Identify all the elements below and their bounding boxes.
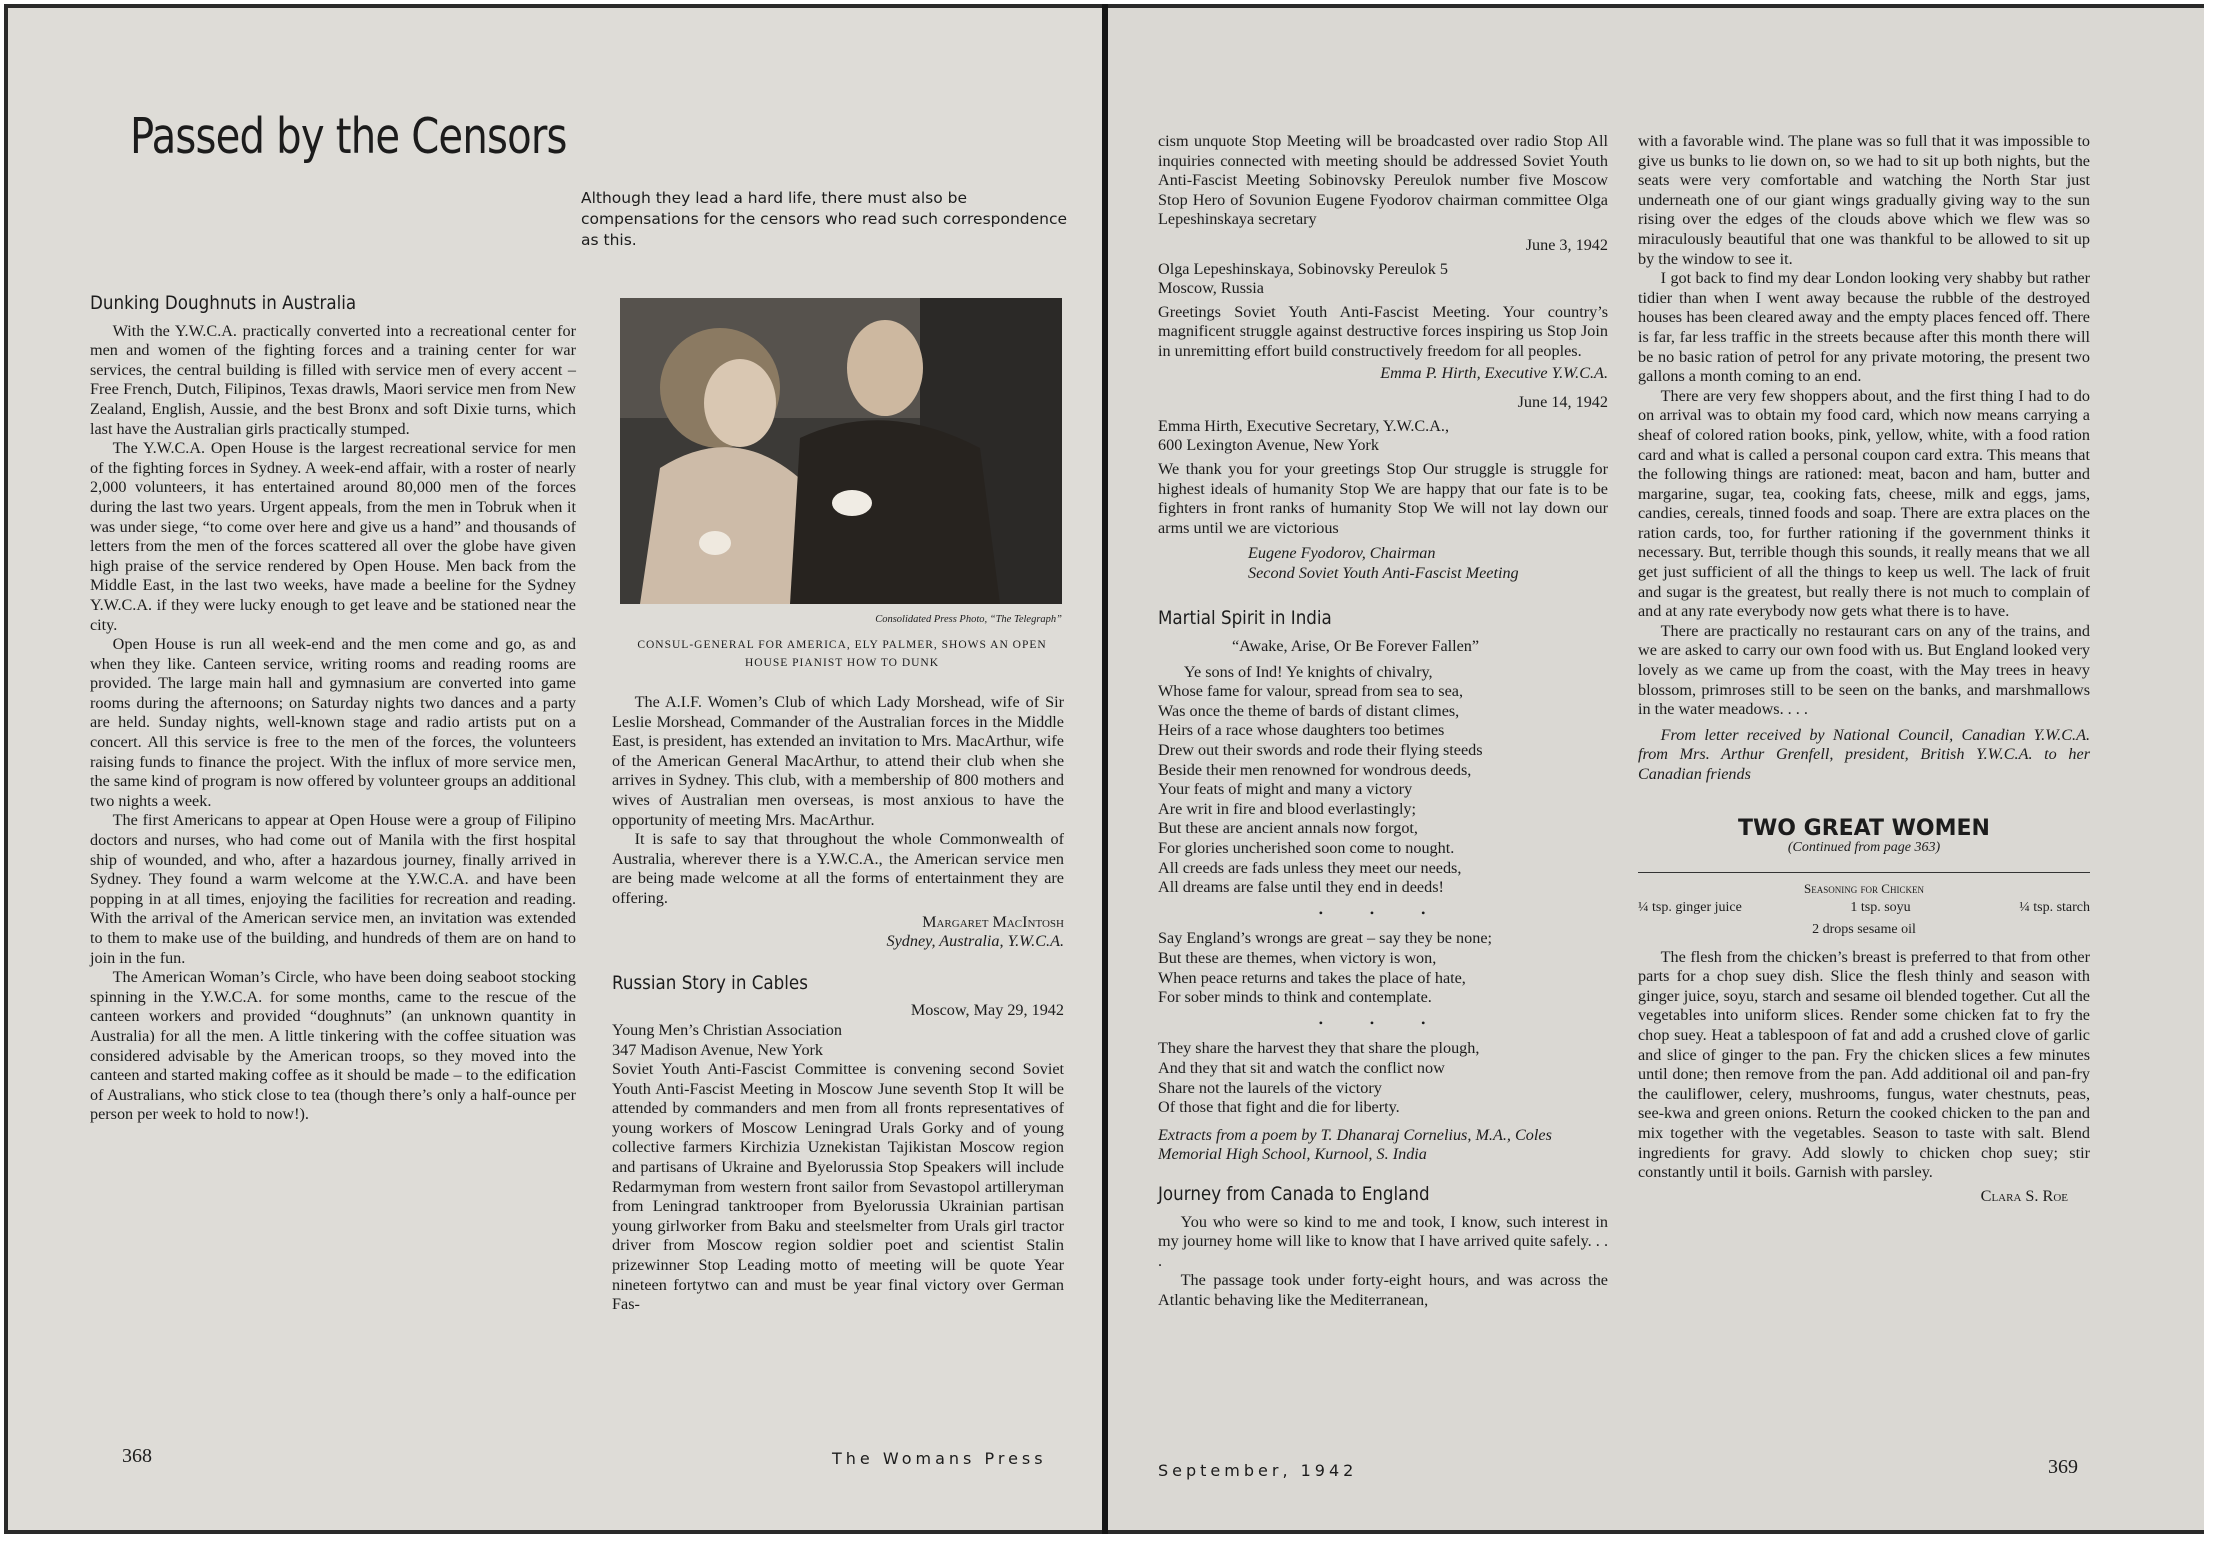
paragraph: Open House is run all week-end and the men come and go, as and when they like. Canteen service, writing rooms and reading rooms are provided. The large main hall and gymnasium are converted into game rooms during the afternoons; on Saturday nights two dances and a party are held. Sunday nights, well-known stage and radio artists put on a concert. All this service is free to the men of the forces, the volunteers raising funds to finance the project. With the influx of more service men, the same kind of program is now offered by volunteer groups an additional two nights a week. [90, 635, 576, 810]
poem-subtitle: “Awake, Arise, Or Be Forever Fallen” [1232, 637, 1480, 656]
ingredient: ¼ tsp. starch [2019, 900, 2090, 916]
heading-two-great-women: TWO GREAT WOMEN [1738, 815, 1990, 841]
letter-credit: From letter received by National Council, Canadian Y.W.C.A. from Mrs. Arthur Grenfell, president, British Y.W.C.A. to her Canadian friends [1638, 725, 2090, 783]
verse-line: Ye sons of Ind! Ye knights of chivalry, [1183, 662, 1433, 681]
address-line: Moscow, Russia [1158, 279, 1264, 298]
recipe-text: The flesh from the chicken’s breast is preferred to that from other parts for a chop suey dish. Slice the flesh thinly and season with ginger juice, soyu, starch and sesame oil blended together. Cut all the vegetables into uniform slices. Render some chicken fat to fry the chop suey. Heat a tablespoon of fat and add a crushed clove of garlic and slice of ginger to the pan. Fry the chicken slices a few minutes until done; then remove from the pan. Add additional oil and pan-fry the cauliflower, celery, mushrooms, fungus, water chestnuts, peas, see-kwa and green onions. Return the cooked chicken to the pan and mix together with the vegetables. Season to taste with salt. Blend ingredients for gravy. Add slowly to chicken chop suey; stir constantly until it boils. Garnish with parsley. [1638, 947, 2090, 1182]
dateline: Moscow, May 29, 1942 [910, 1001, 1064, 1020]
cable-text: Greetings Soviet Youth Anti-Fascist Meeting. Your country’s magnificent struggle against destructive forces inspiring us Stop Join in unremitting effort build constructively freedom for all peoples. [1158, 302, 1608, 360]
verse-line: But these are themes, when victory is won, [1158, 948, 1437, 967]
recipe-title: Seasoning for Chicken [1804, 880, 1924, 896]
heading-journey: Journey from Canada to England [1158, 1182, 1430, 1205]
masthead: The Womans Press [832, 1449, 1047, 1468]
verse-line: Say England’s wrongs are great – say they be none; [1158, 929, 1493, 948]
verse-line: Are writ in fire and blood everlastingly; [1158, 799, 1417, 818]
paragraph: You who were so kind to me and took, I know, such interest in my journey home will like to know that I have arrived quite safely. . . . [1158, 1212, 1608, 1270]
verse-line: And they that sit and watch the conflict now [1158, 1058, 1445, 1077]
verse-line: Beside their men renowned for wondrous deeds, [1158, 760, 1472, 779]
paragraph: I got back to find my dear London looking very shabby but rather tidier than when I went away because the rubble of the destroyed houses has been cleared away and the empty places fenced off. There is far, far less traffic in the streets because after this month there will be no basic ration of petrol for any private motoring, the present two gallons a month coming to an end. [1638, 269, 2090, 386]
heading-russian: Russian Story in Cables [612, 971, 808, 994]
heading-india: Martial Spirit in India [1158, 607, 1332, 630]
ingredient: ¼ tsp. ginger juice [1638, 900, 1742, 916]
date-line: June 14, 1942 [1517, 393, 1608, 412]
signature-name: Margaret MacIntosh [922, 912, 1064, 931]
verse-line: When peace returns and takes the place of hate, [1158, 968, 1466, 987]
ornament: • • • [1318, 905, 1448, 920]
verse-line: Heirs of a race whose daughters too betimes [1158, 721, 1445, 740]
date-line: June 3, 1942 [1525, 235, 1608, 254]
paragraph: There are very few shoppers about, and the first thing I had to do on arrival was to obtain my food card, which now means carrying a sheaf of colored ration books, pink, yellow, white, with a food ration card and what is called a personal coupon card extra. This means that the following things are rationed: meat, bacon and ham, butter and margarine, sugar, tea, cooking fats, cheese, milk and eggs, jams, candies, cereals, tinned foods and soap. There are extra places on the ration cards, too, for further rationing if the government thinks it necessary. But, terrible though this sounds, it really means that we all get just sufficient of all the things to keep us well. The lack of fruit and sugar is the greatest, but really there is not much to complain of and at any rate everybody now gets what there is to have. [1638, 386, 2090, 621]
photo-credit: Consolidated Press Photo, “The Telegraph” [875, 614, 1062, 625]
ornament: • • • [1318, 1015, 1448, 1030]
two-great-women-section [1638, 815, 2090, 1207]
intro-text: Although they lead a hard life, there must also be compensations for the censors who read such correspondence as this. [581, 189, 1068, 249]
signature: Emma P. Hirth, Executive Y.W.C.A. [1380, 363, 1608, 382]
page-number-left: 368 [122, 1445, 152, 1467]
verse-line: Was once the theme of bards of distant climes, [1158, 701, 1460, 720]
address-line: 600 Lexington Avenue, New York [1158, 436, 1379, 455]
verse-line: For sober minds to think and contemplate. [1158, 988, 1432, 1007]
verse-line: All creeds are fads unless they meet our needs, [1158, 858, 1462, 877]
address-line: 347 Madison Avenue, New York [612, 1040, 824, 1059]
verse-line: Of those that fight and die for liberty. [1158, 1098, 1400, 1117]
left-page [8, 8, 1102, 1530]
verse-line: All dreams are false until they end in deeds! [1158, 878, 1444, 897]
poem-stanza-1 [1158, 663, 1608, 898]
address-line: Young Men’s Christian Association [612, 1020, 842, 1039]
divider [1638, 872, 2090, 873]
right-left-column [1158, 132, 1608, 1310]
issue-date: September, 1942 [1158, 1461, 1358, 1480]
ingredient: 2 drops sesame oil [1812, 921, 1916, 937]
poem-credit: Extracts from a poem by T. Dhanaraj Cornelius, M.A., Coles Memorial High School, Kurnool, S. India [1158, 1125, 1552, 1164]
verse-line: But these are ancient annals now forgot, [1158, 819, 1418, 838]
cable-text: We thank you for your greetings Stop Our struggle is struggle for highest ideals of humanity Stop We are happy that our fate is to be fighters in front ranks of humanity Stop We will not lay down our arms until we are victorious [1158, 459, 1608, 537]
verse-line: For glories uncherished soon come to nought. [1158, 839, 1455, 857]
center-column [612, 693, 1064, 1315]
magazine-spread [4, 4, 2204, 1534]
poem-stanza-3 [1158, 1039, 1608, 1117]
photo-dunking [620, 298, 1062, 604]
verse-line: Drew out their swords and rode their flying steeds [1158, 741, 1483, 760]
page-title: Passed by the Censors [130, 108, 567, 165]
verse-line: Share not the laurels of the victory [1158, 1078, 1382, 1097]
paragraph: The Y.W.C.A. Open House is the largest recreational service for men of the fighting forces in Sydney. A week-end affair, with a roster of nearly 2,000 volunteers, it has entertained around 80,000 men of the forces during the last two years. Urgent appeals, from the men in Tobruk when it was under siege, “to come over here and give us a hand” and thousands of letters from the men of the forces scattered all over the globe have given high praise of the service rendered by Open House. Men back from the Middle East, in the last two weeks, have made a beeline for the Sydney Y.W.C.A. if they were lucky enough to get leave and be stationed near the city. [90, 439, 576, 634]
paragraph: The American Woman’s Circle, who have been doing seaboot stocking spinning in the Y.W.C.A. for some months, came to the rescue of the canteen workers and provided “doughnuts” (an unknown quantity in Australia) for all the men. A little tinkering with the coffee situation was considered advisable by the American troops, so they moved into the canteen and started making coffee as it should be made – to the edification of Australians, who stick close to tea (though there’s only a half-ounce per person per week to hold to now!). [90, 968, 576, 1124]
paragraph: With the Y.W.C.A. practically converted into a recreational center for men and women of the fighting forces and a training center for war services, the central building is filled with service men of every accent – Free French, Dutch, Filipinos, Texas drawls, Maori service men from New Zealand, English, Aussie, and the best Bronx and soft Dixie turns, which last have the Australian girls practically stumped. [90, 321, 576, 438]
signature: Clara S. Roe [1980, 1186, 2068, 1205]
photo-image [620, 298, 1062, 604]
verse-line: Whose fame for valour, spread from sea to sea, [1158, 682, 1463, 701]
address-line: Emma Hirth, Executive Secretary, Y.W.C.A., [1158, 416, 1449, 435]
page-number-right: 369 [2048, 1456, 2078, 1478]
right-right-column [1638, 132, 2090, 1206]
paragraph: with a favorable wind. The plane was so full that it was impossible to give us bunks to lie down on, so we had to sit up both nights, but the seats were very comfortable and watching the North Star just underneath one of our giant wings gradually giving way to the sun rising over the edges of the clouds above which we flew was so miraculously beautiful that one was thankful to be allowed to sit up by the window to see it. [1638, 132, 2090, 268]
poem-stanza-2 [1158, 929, 1608, 1007]
ingredient: 1 tsp. soyu [1850, 900, 1911, 916]
signature: Eugene Fyodorov, Chairman [1248, 544, 1436, 563]
paragraph: The passage took under forty-eight hours, and was across the Atlantic behaving like the Mediterranean, [1158, 1271, 1608, 1309]
photo-caption: CONSUL-GENERAL FOR AMERICA, ELY PALMER, SHOWS AN OPEN HOUSE PIANIST HOW TO DUNK [637, 639, 1047, 669]
continued-note: (Continued from page 363) [1787, 840, 1941, 856]
verse-line: Your feats of might and many a victory [1158, 780, 1413, 799]
paragraph: There are practically no restaurant cars on any of the trains, and we are asked to carry our own food with us. But England looked very lovely as we came up from the coast, with the May trees in heavy blossom, primroses still to be seen on the banks, and marshmallows in the water meadows. . . . [1638, 621, 2090, 719]
right-page [1108, 8, 2204, 1530]
signature-place: Sydney, Australia, Y.W.C.A. [886, 932, 1064, 951]
signature: Second Soviet Youth Anti-Fascist Meeting [1248, 563, 1519, 582]
cable-text-cont: cism unquote Stop Meeting will be broadcasted over radio Stop All inquiries connected with meeting should be addressed Soviet Youth Anti-Fascist Meeting Sobinovsky Pereulok number five Moscow Stop Hero of Sovunion Eugene Fyodorov chairman committee Olga Lepeshinskaya secretary [1158, 132, 1608, 229]
left-column [90, 294, 576, 1125]
paragraph: The first Americans to appear at Open House were a group of Filipino doctors and nurses, who had come out of Manila with the first hospital ship of wounded, and who, after a hazardous journey, finally arrived in Sydney. They found a warm welcome at the Y.W.C.A. and have been popping in at all times, enjoying the facilities for recreation and reading. With the arrival of the American service men, an invitation was extended to them to make use of the building, and hundreds of them are on hand to join in the fun. [90, 811, 576, 967]
paragraph: The A.I.F. Women’s Club of which Lady Morshead, wife of Sir Leslie Morshead, Commander of the Australian forces in the Middle East, is president, has extended an invitation to Mrs. MacArthur, wife of the American General MacArthur, to attend their club when she arrives in Sydney. This club, with a membership of 800 mothers and wives of Australian men overseas, is most anxious to have the opportunity of meeting Mrs. MacArthur. [612, 693, 1064, 829]
paragraph: It is safe to say that throughout the whole Commonwealth of Australia, wherever there is a Y.W.C.A., the American service men are being made welcome at all the forms of entertainment they are offering. [612, 830, 1064, 907]
address-line: Olga Lepeshinskaya, Sobinovsky Pereulok 5 [1158, 259, 1448, 278]
verse-line: They share the harvest they that share the plough, [1158, 1039, 1480, 1058]
heading-dunking: Dunking Doughnuts in Australia [90, 292, 357, 314]
ingredients-row [1638, 898, 2090, 918]
cable-text: Soviet Youth Anti-Fascist Committee is convening second Soviet Youth Anti-Fascist Meeting in Moscow June seventh Stop It will be attended by commanders and men from all fronts representatives of young workers of Moscow Leningrad Urals Gorky and of young collective farmers Kirchizia Uznekistan Tajikistan Moscow region and partisans of Ukraine and Byelorussia Stop Speakers will include Redarmyman from western front sailor from Sevastopol artilleryman from Leningrad tanktrooper from Byelorussia Ukrainian partisan young girlworker from Baku and steelsmelter from Urals girl tractor driver from Moscow region soldier poet and scientist Stalin prizewinner Stop Leading motto of meeting will be quote Year nineteen fortytwo can and must be year final victory over German Fas- [612, 1060, 1064, 1314]
